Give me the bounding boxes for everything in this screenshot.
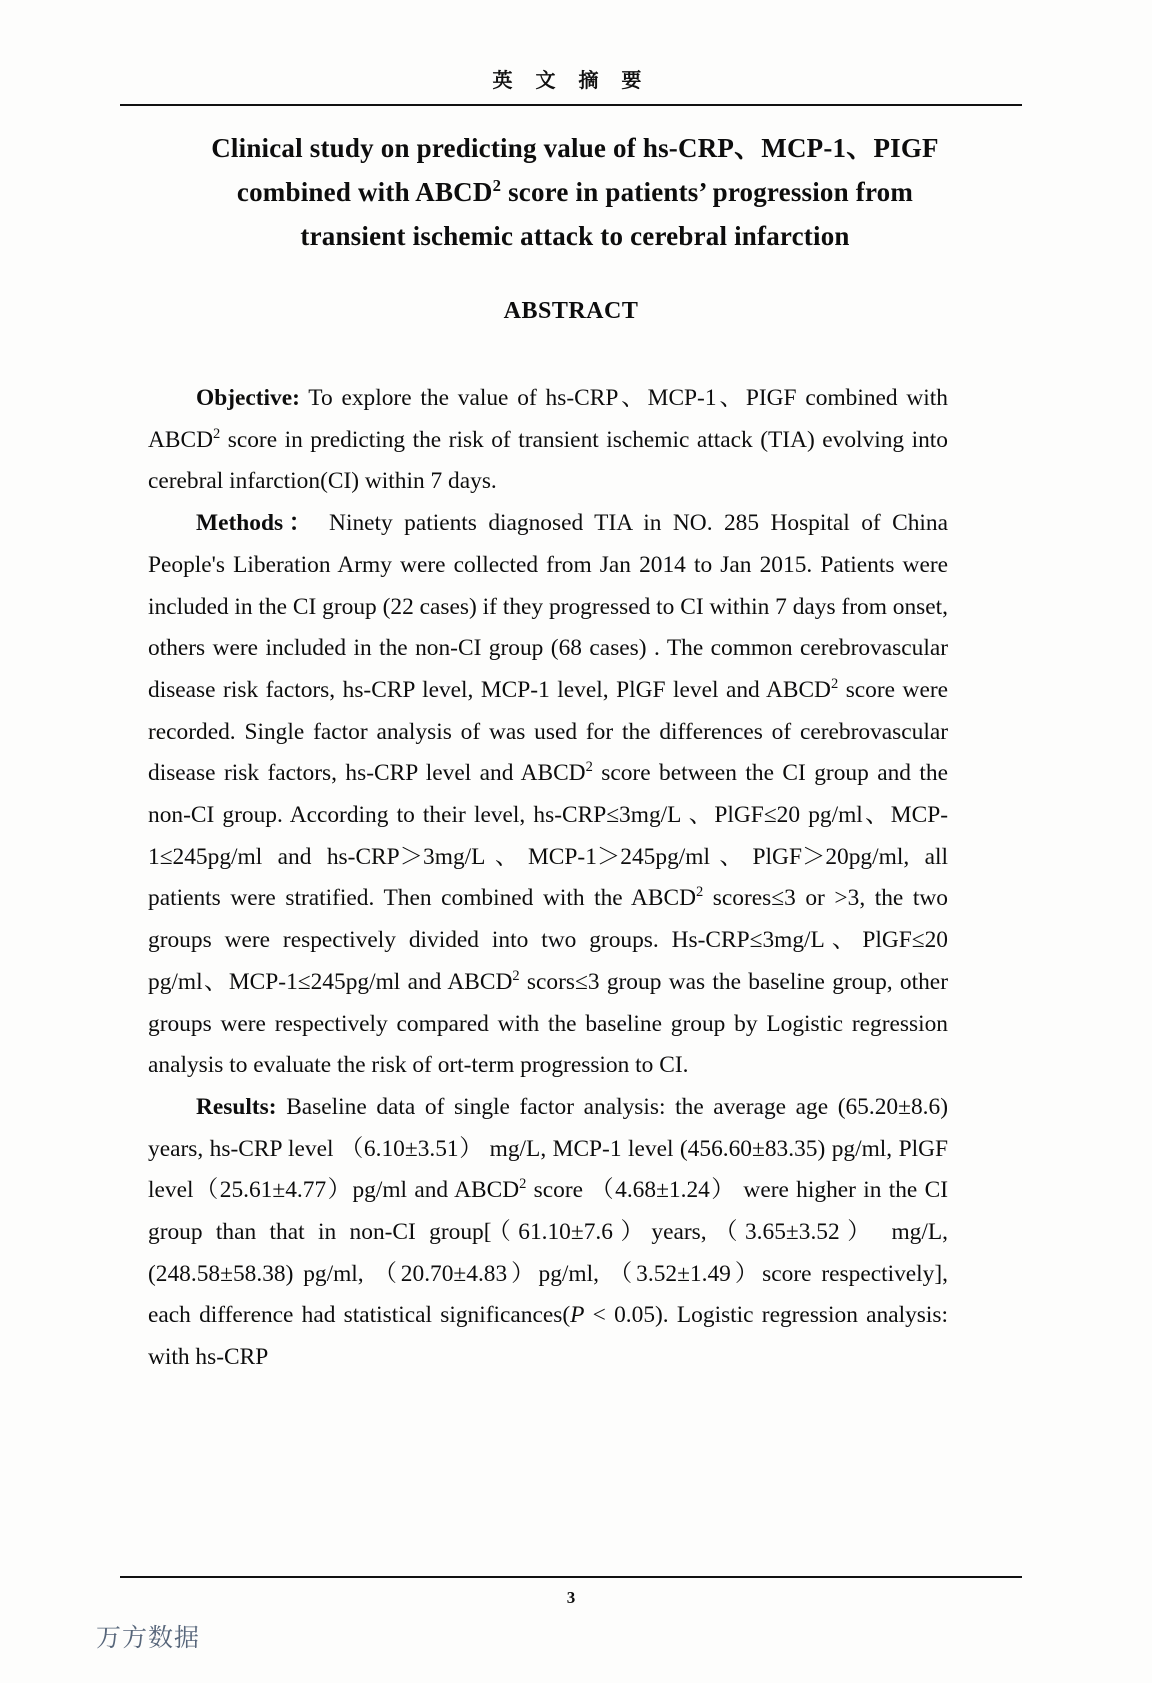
results-text-3: < 0.05). Logistic regression analysis: with hs-CRP xyxy=(148,1302,948,1371)
paragraph-results xyxy=(148,1087,948,1379)
results-label: Results: xyxy=(196,1093,277,1120)
paragraph-methods xyxy=(148,503,948,1087)
results-p-value-symbol: P xyxy=(570,1302,585,1329)
objective-superscript: 2 xyxy=(213,425,221,442)
methods-superscript-3: 2 xyxy=(695,884,704,901)
footer-divider xyxy=(120,1576,1022,1578)
page-title xyxy=(130,126,1020,258)
objective-label: Objective: xyxy=(196,385,300,411)
abstract-heading: ABSTRACT xyxy=(503,298,639,324)
methods-text-4: scores≤3 or >3, the two groups were respectively divided into two groups. Hs-CRP≤3mg/L、PlGF≤20 pg/ml、MCP-1≤245pg/ml and ABCD xyxy=(148,885,948,995)
title-line-2-post: score in patients’ progression from xyxy=(501,177,914,207)
results-text-2: score （4.68±1.24） were higher in the CI group than that in non-CI group[（61.10±7.6）years,（3.65±3.52） mg/L, (248.58±58.38) pg/ml, （20.70±4.83）pg/ml, （3.52±1.49）score respectively], each difference had statistical significances( xyxy=(148,1177,948,1329)
running-head-label: 英 文 摘 要 xyxy=(492,68,650,92)
methods-superscript-2: 2 xyxy=(585,759,593,776)
methods-superscript-4: 2 xyxy=(512,968,520,985)
methods-text-2: score were recorded. Single factor analysis of was used for the differences of cerebrovascular disease risk factors, hs-CRP level and ABCD xyxy=(148,676,948,787)
objective-text-b: score in predicting the risk of transient ischemic attack (TIA) evolving into cerebral infarction(CI) within 7 days. xyxy=(148,426,948,495)
methods-text-3: score between the CI group and the non-CI group. According to their level, hs-CRP≤3mg/L 、PlGF≤20 pg/ml、MCP-1≤245pg/ml and hs-CRP＞3mg/L、MCP-1＞245pg/ml、PlGF＞20pg/ml, all patients were stratified. Then combined with the ABCD xyxy=(148,760,948,912)
title-superscript: 2 xyxy=(492,176,502,195)
methods-label: Methods： xyxy=(196,510,318,537)
title-line-3: transient ischemic attack to cerebral infarction xyxy=(300,221,850,251)
wanfang-watermark: 万方数据 xyxy=(96,1623,201,1652)
title-line-1: Clinical study on predicting value of hs-CRP、MCP-1、PIGF xyxy=(211,133,939,163)
objective-text-a: To explore the value of hs-CRP、MCP-1、PIGF combined with ABCD xyxy=(148,385,948,453)
results-superscript-1: 2 xyxy=(519,1176,527,1193)
running-head xyxy=(120,64,1022,93)
page-number: 3 xyxy=(566,1588,576,1607)
abstract-body xyxy=(148,378,948,1379)
methods-text-1: Ninety patients diagnosed TIA in NO. 285 Hospital of China People's Liberation Army were collected from Jan 2014 to Jan 2015. Patients were included in the CI group (22 cases) if they progressed to CI within 7 days from onset, others were included in the non-CI group (68 cases) . The common cerebrovascular disease risk factors, hs-CRP level, MCP-1 level, PlGF level and ABCD xyxy=(148,510,948,703)
title-line-2-pre: combined with ABCD xyxy=(236,177,493,207)
methods-text-5: scors≤3 group was the baseline group, other groups were respectively compared with the baseline group by Logistic regression analysis to evaluate the risk of ort-term progression to CI. xyxy=(148,968,948,1079)
paragraph-objective xyxy=(148,378,948,503)
methods-superscript-1: 2 xyxy=(830,676,839,693)
results-text-1: Baseline data of single factor analysis: the average age (65.20±8.6) years, hs-CRP level （6.10±3.51） mg/L, MCP-1 level (456.60±83.35) pg/ml, PlGF level（25.61±4.77）pg/ml and ABCD xyxy=(148,1093,948,1204)
header-divider xyxy=(120,104,1022,106)
title-line-2 xyxy=(130,170,1020,214)
